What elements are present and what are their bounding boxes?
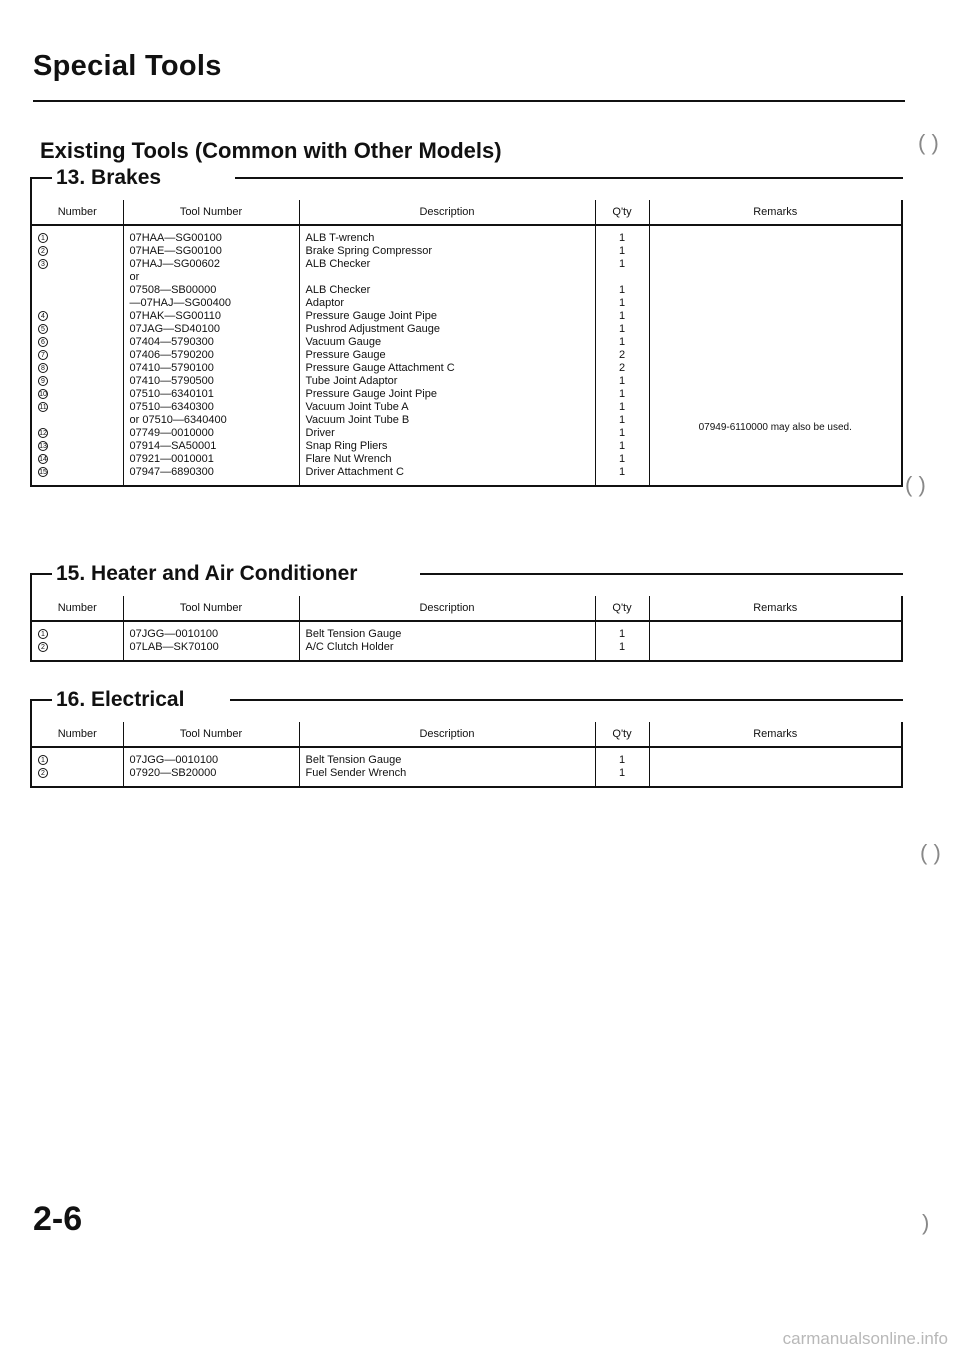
section-heading-electrical: 16. Electrical <box>56 688 192 712</box>
qty-line: 2 <box>618 362 626 374</box>
qty-line: 1 <box>618 375 626 387</box>
description-line: Snap Ring Pliers <box>305 440 388 452</box>
item-number <box>38 258 117 271</box>
item-number-badge: 1 <box>38 233 48 243</box>
description-line: Belt Tension Gauge <box>305 754 402 766</box>
item-number <box>38 440 117 453</box>
item-number-badge: 13 <box>39 443 47 451</box>
header-number: Number <box>31 722 123 747</box>
qty-line: 1 <box>618 388 626 400</box>
description-cell <box>299 621 595 661</box>
qty-cell <box>595 747 649 787</box>
section-line <box>420 573 903 575</box>
table-header-row <box>31 596 902 621</box>
description-line: Vacuum Gauge <box>305 336 382 348</box>
item-number <box>38 466 117 479</box>
qty-line: 1 <box>618 453 626 465</box>
electrical-table <box>30 722 903 788</box>
qty-line: 1 <box>618 628 626 640</box>
brakes-table <box>30 200 903 487</box>
tool-number-line: 07406—5790200 <box>129 349 214 361</box>
description-line: Tube Joint Adaptor <box>305 375 398 387</box>
qty-line: 1 <box>618 258 626 270</box>
description-line: Flare Nut Wrench <box>305 453 392 465</box>
item-number-badge: 15 <box>39 469 47 477</box>
item-number <box>38 628 117 641</box>
description-line: ALB T-wrench <box>305 232 375 244</box>
description-cell <box>299 747 595 787</box>
item-number <box>38 349 117 362</box>
binder-mark: ( ) <box>905 472 926 497</box>
tool-number-cell <box>123 225 299 486</box>
header-qty: Q'ty <box>595 722 649 747</box>
section-line <box>235 177 903 179</box>
description-line: Adaptor <box>305 297 345 309</box>
item-number <box>38 310 117 323</box>
item-number <box>38 641 117 654</box>
section-electrical <box>30 688 903 798</box>
table-header-row <box>31 722 902 747</box>
qty-line: 1 <box>618 414 626 426</box>
tool-number-line: 07410—5790500 <box>129 375 214 387</box>
description-line: Pressure Gauge Joint Pipe <box>305 310 437 322</box>
header-remarks: Remarks <box>649 722 902 747</box>
tool-number-line: 07HAJ—SG00602 <box>129 258 220 270</box>
tool-number-line: 07HAE—SG00100 <box>129 245 222 257</box>
description-line: ALB Checker <box>305 258 371 270</box>
tool-number-line: 07921—0010001 <box>129 453 214 465</box>
tool-number-line: 07LAB—SK70100 <box>129 641 219 653</box>
page-number: 2-6 <box>33 1200 83 1238</box>
item-number-badge: 4 <box>38 311 48 321</box>
item-number-badge: 9 <box>38 376 48 386</box>
remarks-cell <box>649 621 902 661</box>
section-line <box>230 699 903 701</box>
tool-number-line: or <box>129 271 140 283</box>
tool-number-line: or 07510—6340400 <box>129 414 227 426</box>
number-cell <box>31 747 123 787</box>
item-number-badge: 7 <box>38 350 48 360</box>
tool-number-line: 07HAK—SG00110 <box>129 310 222 322</box>
section-heading-brakes: 13. Brakes <box>56 166 169 190</box>
tool-number-line: 07920—SB20000 <box>129 767 217 779</box>
tool-number-line: 07404—5790300 <box>129 336 214 348</box>
description-line: Pressure Gauge Attachment C <box>305 362 455 374</box>
qty-line: 1 <box>618 297 626 309</box>
heater-table <box>30 596 903 662</box>
description-line: ALB Checker <box>305 284 371 296</box>
qty-line: 1 <box>618 232 626 244</box>
qty-cell <box>595 621 649 661</box>
header-number: Number <box>31 200 123 225</box>
header-qty: Q'ty <box>595 200 649 225</box>
qty-line: 1 <box>618 440 626 452</box>
item-number <box>38 401 117 414</box>
item-number-badge: 2 <box>38 642 48 652</box>
title-rule <box>33 100 905 102</box>
qty-line: 1 <box>618 323 626 335</box>
item-number <box>38 427 117 440</box>
qty-cell <box>595 225 649 486</box>
description-line: Belt Tension Gauge <box>305 628 402 640</box>
qty-line: 1 <box>618 336 626 348</box>
description-line: Driver <box>305 427 335 439</box>
table-row <box>31 225 902 486</box>
page-title: Special Tools <box>33 50 222 82</box>
remarks-cell <box>649 747 902 787</box>
tool-number-line: 07947—6890300 <box>129 466 214 478</box>
description-line: Brake Spring Compressor <box>305 245 433 257</box>
description-cell <box>299 225 595 486</box>
item-number-badge: 3 <box>38 259 48 269</box>
section-bracket <box>30 177 52 201</box>
description-line: Pressure Gauge Joint Pipe <box>305 388 437 400</box>
item-number <box>38 245 117 258</box>
qty-line: 1 <box>618 754 626 766</box>
qty-line: 1 <box>618 427 626 439</box>
header-tool-number: Tool Number <box>123 722 299 747</box>
header-qty: Q'ty <box>595 596 649 621</box>
header-remarks: Remarks <box>649 596 902 621</box>
description-line: Fuel Sender Wrench <box>305 767 407 779</box>
tool-number-line: 07HAA—SG00100 <box>129 232 222 244</box>
tool-number-line: 07914—SA50001 <box>129 440 217 452</box>
item-number <box>38 362 117 375</box>
header-remarks: Remarks <box>649 200 902 225</box>
table-header-row <box>31 200 902 225</box>
tool-number-line: 07410—5790100 <box>129 362 214 374</box>
header-description: Description <box>299 722 595 747</box>
tool-number-cell <box>123 747 299 787</box>
description-line: Vacuum Joint Tube A <box>305 401 409 413</box>
binder-mark: ( ) <box>918 130 939 155</box>
item-number-badge: 6 <box>38 337 48 347</box>
qty-line: 1 <box>618 310 626 322</box>
header-description: Description <box>299 200 595 225</box>
item-number <box>38 271 117 284</box>
description-line <box>306 271 589 284</box>
item-number <box>38 453 117 466</box>
header-tool-number: Tool Number <box>123 596 299 621</box>
description-line: Vacuum Joint Tube B <box>305 414 410 426</box>
qty-line: 1 <box>618 401 626 413</box>
qty-line <box>602 271 643 284</box>
number-cell <box>31 225 123 486</box>
tool-number-line: 07510—6340101 <box>129 388 214 400</box>
item-number-badge: 5 <box>38 324 48 334</box>
item-number <box>38 232 117 245</box>
tool-number-line: 07510—6340300 <box>129 401 214 413</box>
qty-line: 1 <box>618 245 626 257</box>
binder-mark: ( ) <box>920 840 941 865</box>
tool-number-line: 07508—SB00000 <box>129 284 217 296</box>
item-number-badge: 2 <box>38 768 48 778</box>
header-number: Number <box>31 596 123 621</box>
item-number-badge: 12 <box>39 430 47 438</box>
item-number <box>38 336 117 349</box>
item-number <box>38 388 117 401</box>
qty-line: 1 <box>618 284 626 296</box>
item-number <box>38 375 117 388</box>
header-description: Description <box>299 596 595 621</box>
watermark: carmanualsonline.info <box>782 1329 948 1348</box>
description-line: Pressure Gauge <box>305 349 386 361</box>
section-heater <box>30 562 903 672</box>
remark-text: 07949-6110000 may also be used. <box>698 422 852 433</box>
table-row <box>31 747 902 787</box>
item-number-badge: 10 <box>39 391 47 399</box>
qty-line: 1 <box>618 466 626 478</box>
remarks-cell <box>649 225 902 486</box>
qty-line: 2 <box>618 349 626 361</box>
item-number <box>38 754 117 767</box>
section-brakes <box>30 166 903 556</box>
item-number <box>38 284 117 297</box>
binder-mark: ) <box>922 1210 930 1235</box>
section-heading-heater: 15. Heater and Air Conditioner <box>56 562 365 586</box>
item-number <box>38 297 117 310</box>
qty-line: 1 <box>618 767 626 779</box>
tool-number-line: 07JAG—SD40100 <box>129 323 220 335</box>
item-number-badge: 1 <box>38 629 48 639</box>
item-number <box>38 323 117 336</box>
item-number-badge: 1 <box>38 755 48 765</box>
item-number-badge: 14 <box>39 456 47 464</box>
section-bracket <box>30 699 52 723</box>
description-line: Driver Attachment C <box>305 466 404 478</box>
description-line: Pushrod Adjustment Gauge <box>305 323 441 335</box>
tool-number-cell <box>123 621 299 661</box>
description-line: A/C Clutch Holder <box>305 641 394 653</box>
tool-number-line: 07749—0010000 <box>129 427 214 439</box>
header-tool-number: Tool Number <box>123 200 299 225</box>
section-bracket <box>30 573 52 597</box>
tool-number-line: 07JGG—0010100 <box>129 754 219 766</box>
item-number-badge: 11 <box>39 404 47 412</box>
item-number <box>38 414 117 427</box>
tool-number-line: —07HAJ—SG00400 <box>129 297 231 309</box>
item-number-badge: 2 <box>38 246 48 256</box>
item-number-badge: 8 <box>38 363 48 373</box>
number-cell <box>31 621 123 661</box>
page-subtitle: Existing Tools (Common with Other Models) <box>40 138 502 163</box>
qty-line: 1 <box>618 641 626 653</box>
tool-number-line: 07JGG—0010100 <box>129 628 219 640</box>
table-row <box>31 621 902 661</box>
item-number <box>38 767 117 780</box>
